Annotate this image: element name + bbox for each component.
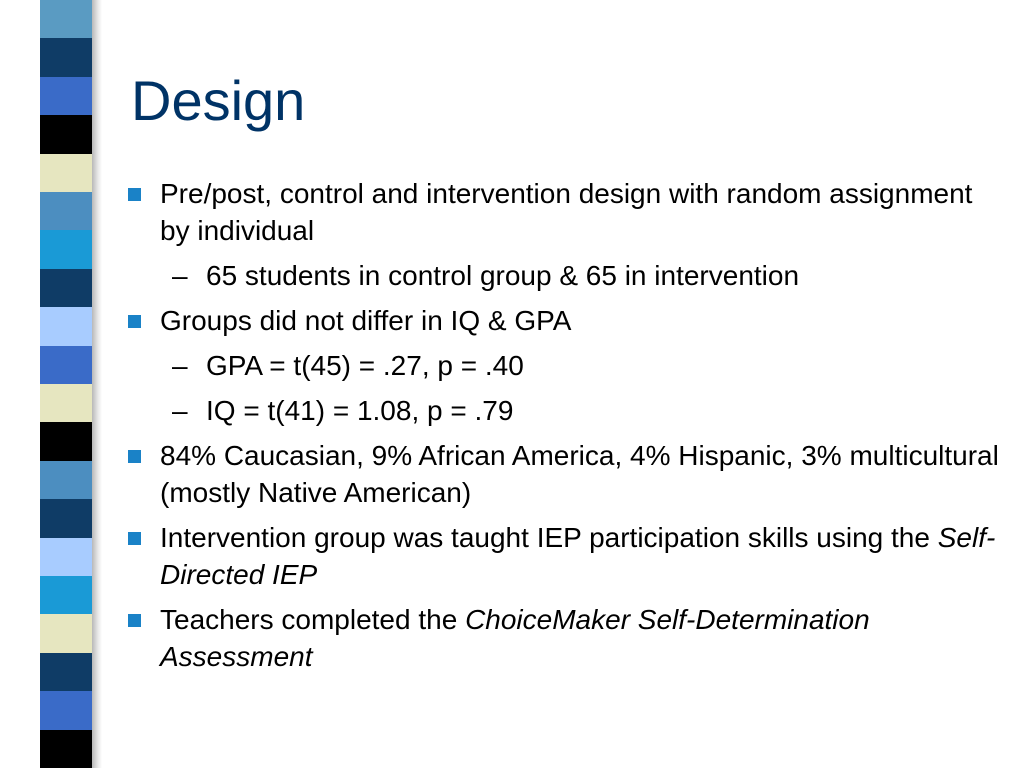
- stripe-shadow: [92, 0, 102, 768]
- square-bullet-icon: [128, 532, 141, 545]
- bullet-list: [122, 175, 1002, 683]
- sub-bullet-item: [122, 347, 1002, 384]
- dash-bullet-icon: –: [172, 395, 188, 426]
- stripe-band: [40, 384, 92, 423]
- stripe-band: [40, 115, 92, 154]
- sub-bullet-text: IQ = t(41) = 1.08, p = .79: [206, 395, 514, 426]
- stripe-band: [40, 192, 92, 231]
- decorative-stripe: [0, 0, 120, 768]
- bullet-emphasis: Self-Directed IEP: [160, 522, 996, 590]
- square-bullet-icon: [128, 188, 141, 201]
- stripe-band: [40, 346, 92, 385]
- bullet-item: [122, 302, 1002, 339]
- bullet-item: [122, 175, 1002, 249]
- sub-bullet-item: [122, 392, 1002, 429]
- stripe-band: [40, 230, 92, 269]
- bullet-emphasis: ChoiceMaker Self-Determination Assessment: [160, 604, 870, 672]
- stripe-bands: [40, 0, 92, 768]
- sub-bullet-text: 65 students in control group & 65 in intervention: [206, 260, 800, 291]
- stripe-band: [40, 730, 92, 768]
- slide-title: Design: [131, 69, 306, 132]
- bullet-text: 84% Caucasian, 9% African America, 4% Hispanic, 3% multicultural (mostly Native American): [160, 440, 999, 508]
- sub-bullet-item: [122, 257, 1002, 294]
- square-bullet-icon: [128, 315, 141, 328]
- stripe-band: [40, 461, 92, 500]
- stripe-band: [40, 154, 92, 193]
- bullet-text: Intervention group was taught IEP participation skills using the: [160, 522, 938, 553]
- stripe-band: [40, 691, 92, 730]
- stripe-band: [40, 538, 92, 577]
- stripe-band: [40, 38, 92, 77]
- stripe-band: [40, 269, 92, 308]
- square-bullet-icon: [128, 614, 141, 627]
- stripe-band: [40, 653, 92, 692]
- bullet-text: Groups did not differ in IQ & GPA: [160, 305, 572, 336]
- stripe-band: [40, 0, 92, 39]
- stripe-band: [40, 614, 92, 653]
- bullet-text: Teachers completed the: [160, 604, 466, 635]
- stripe-band: [40, 422, 92, 461]
- bullet-item: [122, 601, 1002, 675]
- sub-bullet-text: GPA = t(45) = .27, p = .40: [206, 350, 524, 381]
- stripe-band: [40, 77, 92, 116]
- bullet-item: [122, 437, 1002, 511]
- square-bullet-icon: [128, 450, 141, 463]
- bullet-text: Pre/post, control and intervention design with random assignment by individual: [160, 178, 973, 246]
- stripe-band: [40, 307, 92, 346]
- dash-bullet-icon: –: [172, 260, 188, 291]
- stripe-band: [40, 576, 92, 615]
- dash-bullet-icon: –: [172, 350, 188, 381]
- bullet-item: [122, 519, 1002, 593]
- stripe-band: [40, 499, 92, 538]
